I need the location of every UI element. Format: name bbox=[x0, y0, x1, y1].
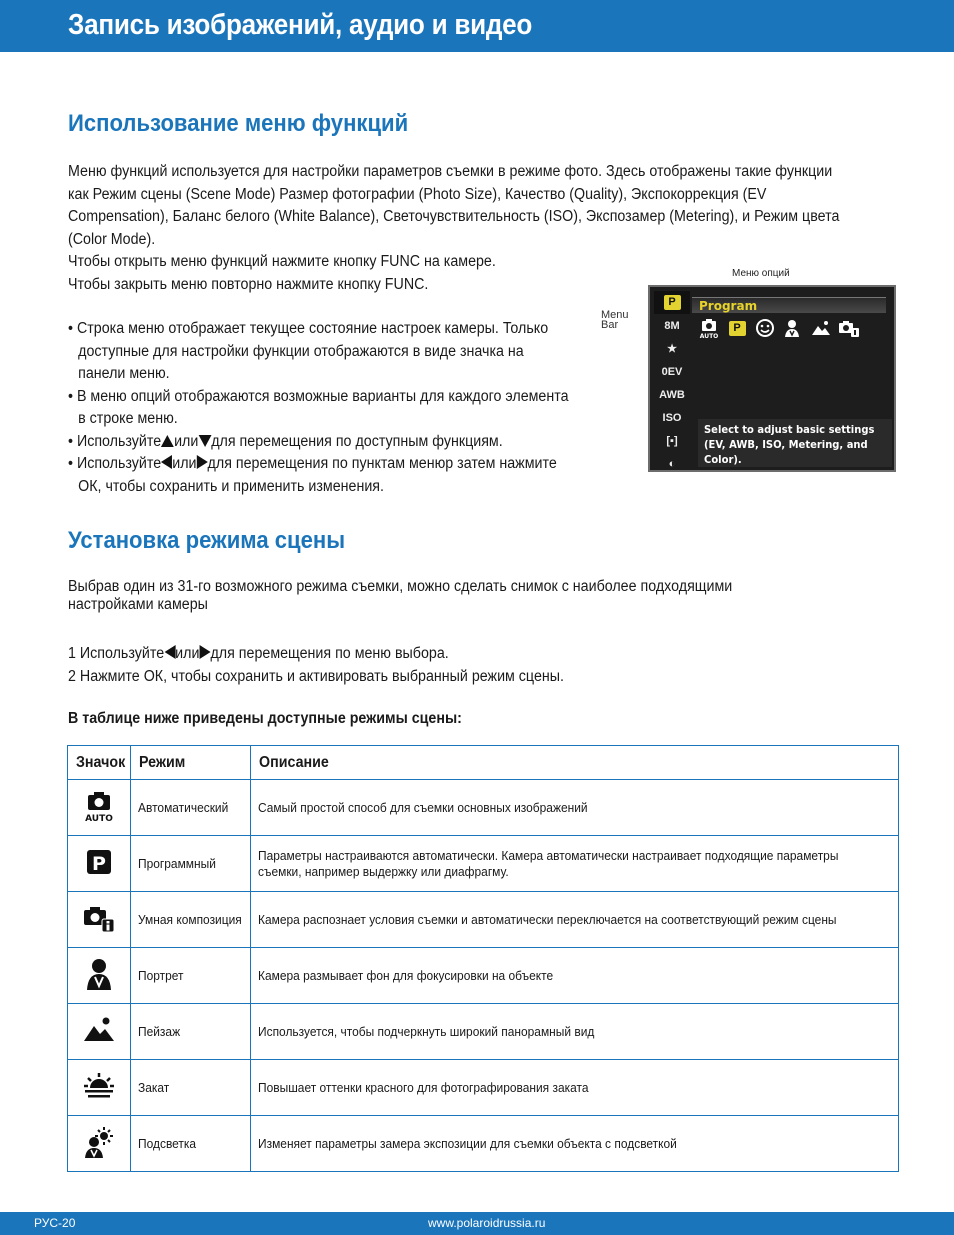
paragraph-line: Чтобы закрыть меню повторно нажмите кнопку FUNC. bbox=[68, 275, 429, 293]
smart-composition-icon bbox=[68, 892, 131, 948]
portrait-icon bbox=[68, 948, 131, 1004]
right-arrow-icon bbox=[199, 645, 210, 659]
bullet-line: ОК, чтобы сохранить и применить изменения. bbox=[78, 477, 384, 495]
smile-icon bbox=[754, 317, 776, 339]
mode-description: Используется, чтобы подчеркнуть широкий панорамный вид bbox=[251, 1004, 899, 1060]
scene-mode-intro bbox=[68, 578, 732, 614]
bullet-line: в строке меню. bbox=[78, 410, 178, 427]
table-row bbox=[68, 836, 899, 892]
paragraph-line: Compensation), Баланс белого (White Balance), Светочувствительность (ISO), Экспозамер (Metering), и Режим цвета bbox=[68, 208, 840, 225]
svg-text:AUTO: AUTO bbox=[84, 813, 113, 823]
header-mode: Режим bbox=[130, 746, 251, 780]
paragraph-line: как Режим сцены (Scene Mode) Размер фотографии (Photo Size), Качество (Quality), Экспокоррекция (EV bbox=[68, 185, 767, 203]
header-bar bbox=[0, 0, 954, 52]
backlight-icon bbox=[68, 1116, 131, 1172]
svg-text:AUTO: AUTO bbox=[699, 333, 719, 339]
bullet-line: доступные для настройки функции отображаются в виде значка на bbox=[78, 342, 524, 360]
portrait-icon bbox=[782, 317, 804, 339]
step-text: или bbox=[175, 645, 200, 662]
mode-description: Камера размывает фон для фокусировки на объекте bbox=[251, 948, 899, 1004]
scene-modes-table bbox=[67, 745, 899, 1172]
metering-icon: [▪] bbox=[666, 434, 678, 447]
smart-composition-icon bbox=[838, 317, 860, 339]
mode-description: Камера распознает условия съемки и автоматически переключается на соответствующий режим сцены bbox=[251, 892, 899, 948]
mode-name: Подсветка bbox=[130, 1116, 251, 1172]
scene-mode-steps bbox=[68, 643, 564, 688]
mode-name: Закат bbox=[130, 1060, 251, 1116]
page-title: Запись изображений, аудио и видео bbox=[68, 9, 533, 41]
down-arrow-icon bbox=[198, 435, 211, 447]
bullet-text: или bbox=[172, 455, 197, 472]
left-arrow-icon bbox=[164, 645, 175, 659]
scene-mode-icon: P bbox=[654, 291, 690, 314]
photo-size-icon: 8M bbox=[664, 319, 680, 332]
function-menu-bullets bbox=[68, 318, 569, 498]
options-menu-caption: Меню опций bbox=[732, 268, 790, 279]
mode-description: Самый простой способ для съемки основных изображений bbox=[251, 780, 899, 836]
awb-icon: AWB bbox=[659, 388, 685, 401]
table-caption: В таблице ниже приведены доступные режимы сцены: bbox=[68, 710, 462, 727]
bullet-left-right bbox=[68, 453, 569, 476]
intro-line: Выбрав один из 31-го возможного режима съемки, можно сделать снимок с наиболее подходящими bbox=[68, 578, 733, 595]
function-menu-paragraph bbox=[68, 161, 839, 296]
paragraph-line: Меню функций используется для настройки параметров съемки в режиме фото. Здесь отображены такие функции bbox=[68, 163, 833, 180]
menu-bar-label-line: Bar bbox=[601, 319, 619, 331]
step-2: 2 Нажмите ОК, чтобы сохранить и активировать выбранный режим сцены. bbox=[68, 667, 564, 685]
table-row bbox=[68, 780, 899, 836]
bullet-text: • Используйте bbox=[68, 455, 162, 472]
right-arrow-icon bbox=[197, 455, 208, 469]
table-row bbox=[68, 948, 899, 1004]
landscape-icon bbox=[810, 317, 832, 339]
camera-screen-illustration bbox=[648, 285, 896, 472]
bullet-line: • В меню опций отображаются возможные варианты для каждого элемента bbox=[68, 387, 569, 405]
table-row bbox=[68, 1116, 899, 1172]
table-header-row bbox=[68, 746, 899, 780]
bullet-line: панели меню. bbox=[78, 365, 170, 382]
sunset-icon bbox=[68, 1060, 131, 1116]
program-p-icon: P bbox=[726, 317, 748, 339]
header-icon: Значок bbox=[68, 746, 131, 780]
camera-selected-mode bbox=[692, 297, 886, 313]
bullet-text: или bbox=[174, 432, 199, 450]
section-title-scene-mode: Установка режима сцены bbox=[68, 527, 346, 554]
bullet-up-down bbox=[68, 431, 569, 454]
step-text: для перемещения по меню выбора. bbox=[210, 645, 449, 662]
table-row bbox=[68, 1060, 899, 1116]
selected-mode-label: Program bbox=[699, 299, 758, 313]
step-1 bbox=[68, 643, 564, 666]
left-arrow-icon bbox=[161, 455, 172, 469]
bullet-text: • Используйте bbox=[68, 432, 162, 450]
quality-icon: ★ bbox=[667, 343, 677, 355]
camera-menu-bar bbox=[654, 291, 690, 469]
website-link[interactable]: www.polaroidrussia.ru bbox=[428, 1216, 546, 1230]
landscape-icon bbox=[68, 1004, 131, 1060]
footer-bar bbox=[0, 1212, 954, 1235]
table-row bbox=[68, 892, 899, 948]
iso-icon: ISO bbox=[662, 411, 682, 424]
menu-bar-label-line: Menu bbox=[601, 309, 629, 321]
menu-bar-label bbox=[601, 310, 629, 330]
mode-description: Изменяет параметры замера экспозиции для съемки объекта с подсветкой bbox=[251, 1116, 899, 1172]
color-mode-icon: ◐ bbox=[668, 457, 676, 470]
step-text: 1 Используйте bbox=[68, 645, 165, 662]
mode-name: Портрет bbox=[130, 948, 251, 1004]
bullet-text: для перемещения по пунктам менюр затем нажмите bbox=[207, 455, 557, 472]
help-line: Color). bbox=[704, 454, 742, 466]
intro-line: настройками камеры bbox=[68, 596, 208, 613]
mode-name: Пейзаж bbox=[130, 1004, 251, 1060]
table-row bbox=[68, 1004, 899, 1060]
camera-auto-icon bbox=[68, 780, 131, 836]
camera-auto-icon bbox=[698, 317, 720, 339]
page-number: РУС-20 bbox=[34, 1216, 76, 1230]
mode-description: Параметры настраиваются автоматически. Камера автоматически настраивает подходящие параметры съемки, например выдержку или диафрагму. bbox=[251, 836, 899, 892]
up-arrow-icon bbox=[161, 435, 174, 447]
mode-description: Повышает оттенки красного для фотографирования заката bbox=[251, 1060, 899, 1116]
ev-icon: 0EV bbox=[661, 365, 683, 378]
mode-name: Автоматический bbox=[130, 780, 251, 836]
bullet-text: для перемещения по доступным функциям. bbox=[211, 432, 503, 450]
header-description: Описание bbox=[251, 746, 899, 780]
mode-name: Программный bbox=[130, 836, 251, 892]
camera-option-icons bbox=[698, 317, 860, 339]
help-line: (EV, AWB, ISO, Metering, and bbox=[704, 439, 868, 451]
help-line: Select to adjust basic settings bbox=[704, 424, 875, 436]
paragraph-line: (Color Mode). bbox=[68, 230, 156, 248]
svg-text:P: P bbox=[91, 852, 106, 875]
program-p-icon bbox=[68, 836, 131, 892]
paragraph-line: Чтобы открыть меню функций нажмите кнопку FUNC на камере. bbox=[68, 253, 496, 270]
mode-name: Умная композиция bbox=[130, 892, 251, 948]
bullet-line: • Строка меню отображает текущее состояние настроек камеры. Только bbox=[68, 320, 549, 337]
section-title-function-menu: Использование меню функций bbox=[68, 110, 409, 137]
camera-help-text bbox=[698, 419, 892, 467]
